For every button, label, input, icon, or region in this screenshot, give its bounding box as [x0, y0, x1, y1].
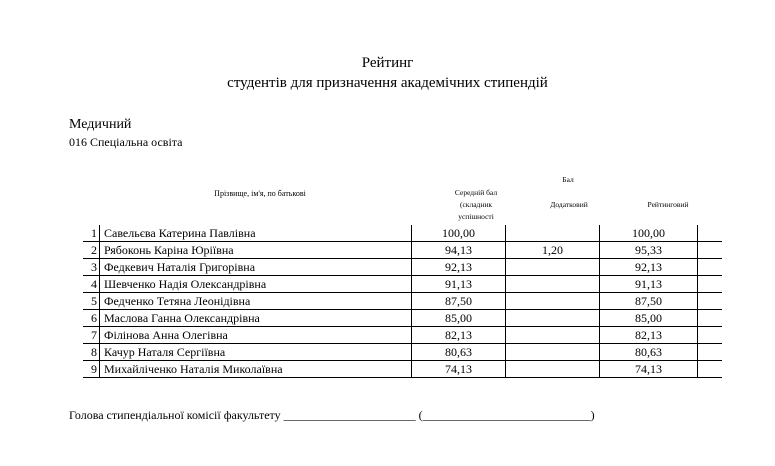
average-score: 92,13	[412, 259, 506, 276]
table-row	[83, 225, 722, 242]
rating-table-body	[83, 225, 722, 378]
column-header-average-line3: успішності	[458, 212, 494, 221]
additional-score	[506, 361, 600, 378]
row-tail	[698, 361, 723, 378]
rating-score: 91,13	[600, 276, 698, 293]
row-tail	[698, 276, 723, 293]
row-number: 5	[83, 293, 100, 310]
additional-score	[506, 327, 600, 344]
additional-score: 1,20	[506, 242, 600, 259]
average-score: 85,00	[412, 310, 506, 327]
student-name: Качур Наталя Сергіївна	[100, 344, 412, 361]
average-score: 91,13	[412, 276, 506, 293]
table-row	[83, 259, 722, 276]
row-number: 9	[83, 361, 100, 378]
rating-table	[83, 225, 722, 378]
average-score: 74,13	[412, 361, 506, 378]
rating-score: 95,33	[600, 242, 698, 259]
student-name: Федкевич Наталія Григорівна	[100, 259, 412, 276]
additional-score	[506, 225, 600, 242]
student-name: Шевченко Надія Олександрівна	[100, 276, 412, 293]
rating-score: 74,13	[600, 361, 698, 378]
rating-score: 100,00	[600, 225, 698, 242]
student-name: Рябоконь Каріна Юріївна	[100, 242, 412, 259]
average-score: 82,13	[412, 327, 506, 344]
row-tail	[698, 293, 723, 310]
average-score: 94,13	[412, 242, 506, 259]
row-number: 3	[83, 259, 100, 276]
column-header-name: Прізвище, ім'я, по батькові	[214, 189, 306, 198]
student-name: Савельєва Катерина Павлівна	[100, 225, 412, 242]
additional-score	[506, 344, 600, 361]
average-score: 80,63	[412, 344, 506, 361]
row-tail	[698, 259, 723, 276]
rating-score: 82,13	[600, 327, 698, 344]
table-row	[83, 293, 722, 310]
rating-score: 80,63	[600, 344, 698, 361]
rating-score: 87,50	[600, 293, 698, 310]
table-row	[83, 344, 722, 361]
student-name: Філінова Анна Олегівна	[100, 327, 412, 344]
row-tail	[698, 327, 723, 344]
rating-score: 85,00	[600, 310, 698, 327]
column-header-average	[430, 187, 522, 223]
average-score: 87,50	[412, 293, 506, 310]
column-header-average-line2: (складник	[459, 200, 493, 209]
row-number: 8	[83, 344, 100, 361]
student-name: Михайліченко Наталія Миколаївна	[100, 361, 412, 378]
document-subtitle: студентів для призначення академічних стипендій	[227, 75, 548, 91]
column-header-additional: Додатковий	[550, 200, 588, 209]
row-number: 1	[83, 225, 100, 242]
average-score: 100,00	[412, 225, 506, 242]
additional-score	[506, 276, 600, 293]
student-name: Маслова Ганна Олександрівна	[100, 310, 412, 327]
row-tail	[698, 242, 723, 259]
row-number: 2	[83, 242, 100, 259]
table-row	[83, 310, 722, 327]
faculty-name: Медичний	[69, 117, 132, 132]
column-header-rating: Рейтинговий	[647, 200, 689, 209]
document-title: Рейтинг	[361, 55, 414, 71]
commission-signature-line: Голова стипендіальної комісії факультету ______________________ (____________________________)	[69, 408, 595, 422]
row-tail	[698, 344, 723, 361]
additional-score	[506, 259, 600, 276]
specialty-name: 016 Спеціальна освіта	[69, 135, 183, 149]
table-row	[83, 242, 722, 259]
column-header-average-line1: Середній бал	[454, 188, 498, 197]
additional-score	[506, 293, 600, 310]
rating-score: 92,13	[600, 259, 698, 276]
row-tail	[698, 310, 723, 327]
table-row	[83, 327, 722, 344]
table-row	[83, 361, 722, 378]
row-number: 6	[83, 310, 100, 327]
row-number: 4	[83, 276, 100, 293]
row-tail	[698, 225, 723, 242]
table-row	[83, 276, 722, 293]
additional-score	[506, 310, 600, 327]
student-name: Федченко Тетяна Леонідівна	[100, 293, 412, 310]
column-header-bal: Бал	[562, 175, 574, 184]
row-number: 7	[83, 327, 100, 344]
